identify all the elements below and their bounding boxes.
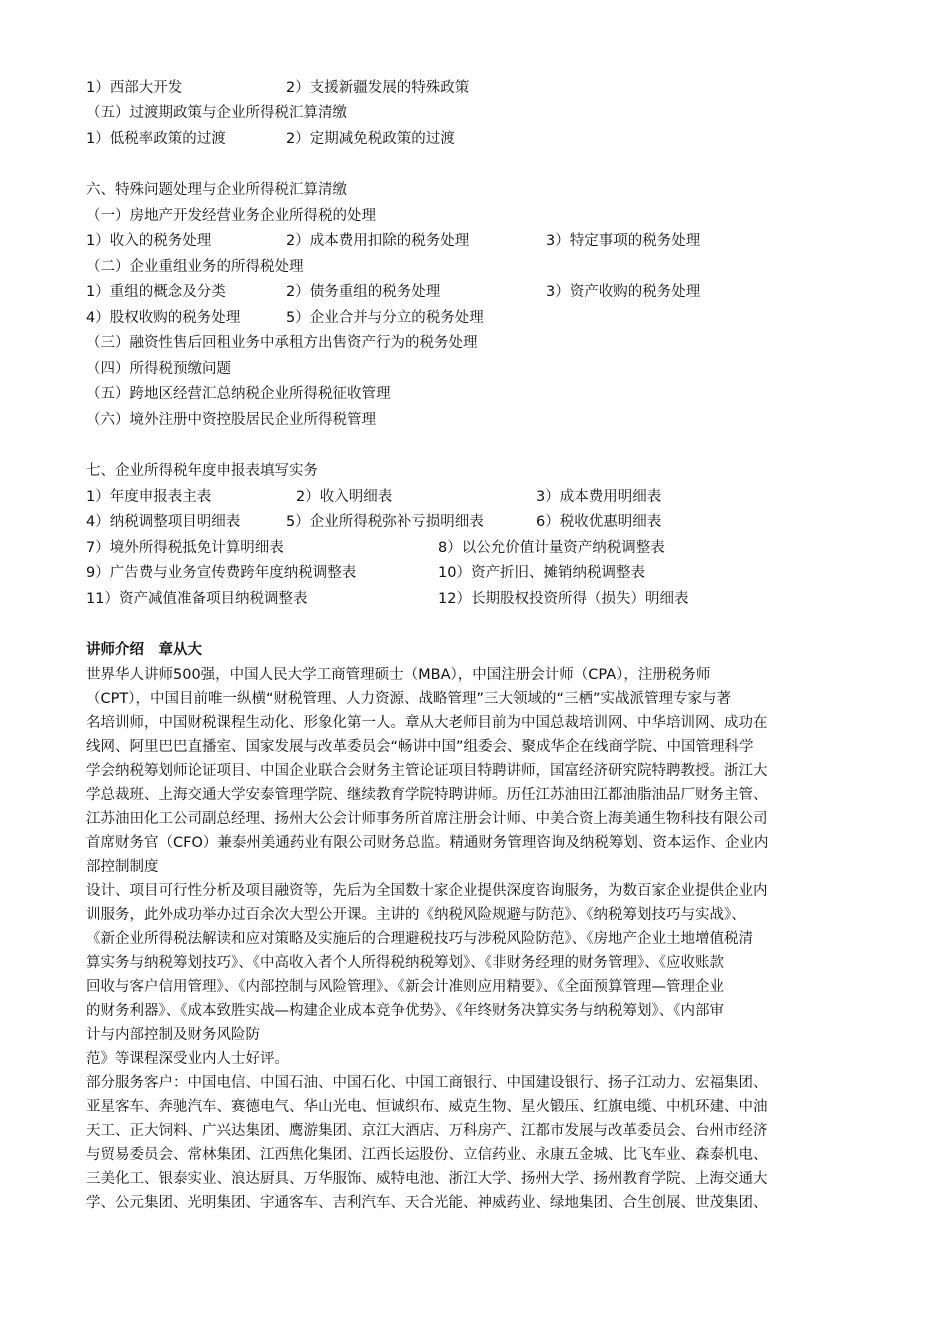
bio-line: 范》等课程深受业内人士好评。	[86, 1051, 289, 1067]
list-item: 2）成本费用扣除的税务处理	[286, 233, 470, 249]
bio-line: 计与内部控制及财务风险防	[86, 1027, 260, 1043]
list-item: 6）税收优惠明细表	[536, 514, 662, 530]
list-row	[86, 561, 786, 585]
lecturer-heading: 讲师介绍 章从大	[86, 642, 202, 658]
subsection-heading: （三）融资性售后回租业务中承租方出售资产行为的税务处理	[86, 335, 478, 351]
section-title: 六、特殊问题处理与企业所得税汇算清缴	[86, 182, 347, 198]
bio-line: 线网、阿里巴巴直播室、国家发展与改革委员会“畅讲中国”组委会、聚成华企在线商学院、中国管理科学	[86, 739, 754, 755]
list-row	[86, 229, 786, 253]
list-row	[86, 127, 786, 151]
bio-line: 设计、项目可行性分析及项目融资等，先后为全国数十家企业提供深度咨询服务，为数百家企业提供企业内	[86, 883, 768, 899]
bio-line: 学总裁班、上海交通大学安泰管理学院、继续教育学院特聘讲师。历任江苏油田江都油脂油品厂财务主管、	[86, 787, 768, 803]
bio-line: 与贸易委员会、常林集团、江西焦化集团、江西长运股份、立信药业、永康五金城、比飞车业、森泰机电、	[86, 1147, 768, 1163]
bio-line: 天工、正大饲料、广兴达集团、鹰游集团、京江大酒店、万科房产、江都市发展与改革委员会、台州市经济	[86, 1123, 768, 1139]
list-item: 11）资产减值准备项目纳税调整表	[86, 591, 308, 607]
list-row	[86, 536, 786, 560]
list-item: 2）支援新疆发展的特殊政策	[286, 80, 470, 96]
list-row	[86, 485, 786, 509]
bio-line: （CPT），中国目前唯一纵横“财税管理、人力资源、战略管理”三大领域的“三栖”实战派管理专家与著	[86, 691, 732, 707]
list-item: 4）纳税调整项目明细表	[86, 514, 241, 530]
bio-line: 学会纳税筹划师论证项目、中国企业联合会财务主管论证项目特聘讲师，国富经济研究院特聘教授。浙江大	[86, 763, 768, 779]
list-row	[86, 510, 786, 534]
list-item: 5）企业所得税弥补亏损明细表	[286, 514, 484, 530]
list-item: 8）以公允价值计量资产纳税调整表	[438, 540, 665, 556]
bio-line: 的财务利器》、《成本致胜实战—构建企业成本竞争优势》、《年终财务决算实务与纳税筹划》、《内部审	[86, 1003, 724, 1019]
bio-line: 世界华人讲师500强，中国人民大学工商管理硕士（MBA），中国注册会计师（CPA），注册税务师	[86, 667, 711, 683]
bio-line: 首席财务官（CFO）兼泰州美通药业有限公司财务总监。精通财务管理咨询及纳税筹划、资本运作、企业内	[86, 835, 769, 851]
bio-line: 学、公元集团、光明集团、宇通客车、吉利汽车、天合光能、神威药业、绿地集团、合生创展、世茂集团、	[86, 1195, 768, 1211]
list-item: 5）企业合并与分立的税务处理	[286, 310, 484, 326]
bio-line: 回收与客户信用管理》、《内部控制与风险管理》、《新会计准则应用精要》、《全面预算管理—管理企业	[86, 979, 724, 995]
section-title: 七、企业所得税年度申报表填写实务	[86, 463, 318, 479]
bio-line: 部控制制度	[86, 859, 159, 875]
list-item: 1）年度申报表主表	[86, 489, 212, 505]
subsection-heading: （一）房地产开发经营业务企业所得税的处理	[86, 208, 376, 224]
list-item: 9）广告费与业务宣传费跨年度纳税调整表	[86, 565, 357, 581]
bio-line: 亚星客车、奔驰汽车、赛德电气、华山光电、恒诚织布、威克生物、星火锻压、红旗电缆、中机环建、中油	[86, 1099, 768, 1115]
bio-line: 训服务，此外成功举办过百余次大型公开课。主讲的《纳税风险规避与防范》、《纳税筹划技巧与实战》、	[86, 907, 746, 923]
subsection-heading: （五）跨地区经营汇总纳税企业所得税征收管理	[86, 386, 391, 402]
list-row	[86, 587, 786, 611]
list-item: 7）境外所得税抵免计算明细表	[86, 540, 284, 556]
bio-line: 《新企业所得税法解读和应对策略及实施后的合理避税技巧与涉税风险防范》、《房地产企业土地增值税清	[86, 931, 753, 947]
bio-line: 江苏油田化工公司副总经理、扬州大公会计师事务所首席注册会计师、中美合资上海美通生物科技有限公司	[86, 811, 768, 827]
list-item: 2）收入明细表	[296, 489, 393, 505]
subsection-heading: （二）企业重组业务的所得税处理	[86, 259, 304, 275]
bio-line: 名培训师，中国财税课程生动化、形象化第一人。章从大老师目前为中国总裁培训网、中华培训网、成功在	[86, 715, 768, 731]
list-item: 4）股权收购的税务处理	[86, 310, 241, 326]
list-item: 2）债务重组的税务处理	[286, 284, 441, 300]
list-item: 2）定期减免税政策的过渡	[286, 131, 455, 147]
bio-line: 部分服务客户：中国电信、中国石油、中国石化、中国工商银行、中国建设银行、扬子江动力、宏福集团、	[86, 1075, 768, 1091]
subsection-heading: （五）过渡期政策与企业所得税汇算清缴	[86, 105, 347, 121]
list-item: 1）重组的概念及分类	[86, 284, 226, 300]
lecturer-bio	[86, 663, 768, 1215]
list-item: 10）资产折旧、摊销纳税调整表	[438, 565, 645, 581]
list-item: 1）低税率政策的过渡	[86, 131, 226, 147]
list-item: 3）特定事项的税务处理	[546, 233, 701, 249]
list-row	[86, 76, 786, 100]
list-item: 3）资产收购的税务处理	[546, 284, 701, 300]
list-item: 1）收入的税务处理	[86, 233, 212, 249]
list-item: 1）西部大开发	[86, 80, 183, 96]
subsection-heading: （四）所得税预缴问题	[86, 361, 231, 377]
list-row	[86, 306, 786, 330]
bio-line: 三美化工、银泰实业、浪达厨具、万华服饰、威特电池、浙江大学、扬州大学、扬州教育学院、上海交通大	[86, 1171, 768, 1187]
list-item: 3）成本费用明细表	[536, 489, 662, 505]
list-item: 12）长期股权投资所得（损失）明细表	[438, 591, 689, 607]
subsection-heading: （六）境外注册中资控股居民企业所得税管理	[86, 412, 376, 428]
bio-line: 算实务与纳税筹划技巧》、《中高收入者个人所得税纳税筹划》、《非财务经理的财务管理》、《应收账款	[86, 955, 724, 971]
list-row	[86, 280, 786, 304]
